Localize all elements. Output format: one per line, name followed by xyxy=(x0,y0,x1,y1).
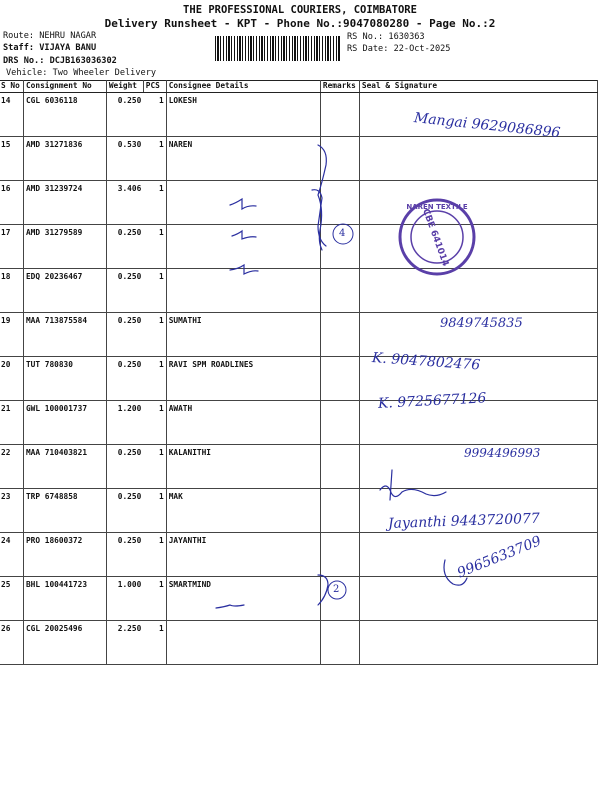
row-consignee: KALANITHI xyxy=(166,445,320,489)
row-consignment: AMD 31271836 xyxy=(23,137,106,181)
staff-label: Staff: VIJAYA BANU xyxy=(3,43,97,53)
vehicle-label: Vehicle: Two Wheeler Delivery xyxy=(6,68,157,78)
row-consignment: MAA 713875584 xyxy=(23,313,106,357)
signature-25: 9965633709 xyxy=(455,533,544,582)
row-sno: 19 xyxy=(0,313,23,357)
runsheet-title: Delivery Runsheet - KPT - Phone No.:9047080280 - Page No.:2 xyxy=(104,17,496,30)
rs-no-label: RS No.: 1630363 xyxy=(347,32,425,42)
row-weight: 0.250 xyxy=(106,357,143,401)
row-sno: 14 xyxy=(0,93,23,137)
row-weight: 0.250 xyxy=(106,269,143,313)
row-sno: 21 xyxy=(0,401,23,445)
col-weight: Weight xyxy=(106,81,143,93)
signature-20: K. 9047802476 xyxy=(371,350,481,374)
stamp-ring-text: NAREN TEXTILE xyxy=(406,203,468,211)
row-pcs: 1 xyxy=(143,357,166,401)
row-sno: 26 xyxy=(0,621,23,665)
row-consignee: SMARTMIND xyxy=(166,577,320,621)
row-pcs: 1 xyxy=(143,489,166,533)
company-stamp xyxy=(397,197,477,277)
signature-24: Jayanthi 9443720077 xyxy=(387,510,541,532)
row-consignee: MAK xyxy=(166,489,320,533)
row-consignment: AMD 31239724 xyxy=(23,181,106,225)
row-consignee: RAVI SPM ROADLINES xyxy=(166,357,320,401)
row-sno: 16 xyxy=(0,181,23,225)
row-pcs: 1 xyxy=(143,181,166,225)
row-consignee: NAREN xyxy=(166,137,320,181)
row-pcs: 1 xyxy=(143,401,166,445)
row-pcs: 1 xyxy=(143,93,166,137)
row-consignment: CGL 20025496 xyxy=(23,621,106,665)
col-pcs: PCS xyxy=(143,81,166,93)
col-consignment: Consignment No xyxy=(23,81,106,93)
row-consignee: SUMATHI xyxy=(166,313,320,357)
row-weight: 0.250 xyxy=(106,489,143,533)
row-pcs: 1 xyxy=(143,313,166,357)
row-consignment: TRP 6748858 xyxy=(23,489,106,533)
row-pcs: 1 xyxy=(143,225,166,269)
signature-21: K. 9725677126 xyxy=(377,390,487,412)
row-weight: 0.250 xyxy=(106,93,143,137)
count-17: 4 xyxy=(339,228,346,239)
drs-label: DRS No.: DCJB163036302 xyxy=(3,56,117,66)
stamp-center-text: CBE 641014 xyxy=(420,207,451,268)
col-remarks: Remarks xyxy=(320,81,359,93)
row-consignee: LOKESH xyxy=(166,93,320,137)
row-weight: 0.250 xyxy=(106,313,143,357)
row-pcs: 1 xyxy=(143,137,166,181)
col-consignee: Consignee Details xyxy=(166,81,320,93)
row-consignment: CGL 6036118 xyxy=(23,93,106,137)
row-weight: 0.250 xyxy=(106,445,143,489)
row-consignment: GWL 100001737 xyxy=(23,401,106,445)
row-weight: 1.000 xyxy=(106,577,143,621)
route-label: Route: NEHRU NAGAR xyxy=(3,31,97,41)
row-consignment: PRO 18600372 xyxy=(23,533,106,577)
row-weight: 2.250 xyxy=(106,621,143,665)
count-25: 2 xyxy=(333,584,340,595)
row-pcs: 1 xyxy=(143,621,166,665)
row-consignment: MAA 710403821 xyxy=(23,445,106,489)
row-pcs: 1 xyxy=(143,533,166,577)
row-sno: 23 xyxy=(0,489,23,533)
row-consignment: AMD 31279589 xyxy=(23,225,106,269)
row-weight: 3.406 xyxy=(106,181,143,225)
row-sno: 18 xyxy=(0,269,23,313)
col-sno: S No xyxy=(0,81,23,93)
rs-date-label: RS Date: 22-Oct-2025 xyxy=(347,44,451,54)
row-sno: 17 xyxy=(0,225,23,269)
row-sno: 24 xyxy=(0,533,23,577)
row-consignee: JAYANTHI xyxy=(166,533,320,577)
row-weight: 0.530 xyxy=(106,137,143,181)
signature-14: Mangai 9629086896 xyxy=(413,110,562,142)
row-consignment: TUT 780830 xyxy=(23,357,106,401)
row-pcs: 1 xyxy=(143,445,166,489)
col-seal: Seal & Signature xyxy=(359,81,597,93)
row-pcs: 1 xyxy=(143,577,166,621)
signature-22: 9994496993 xyxy=(464,446,541,460)
row-consignment: BHL 100441723 xyxy=(23,577,106,621)
row-pcs: 1 xyxy=(143,269,166,313)
row-sno: 25 xyxy=(0,577,23,621)
row-weight: 0.250 xyxy=(106,533,143,577)
row-weight: 0.250 xyxy=(106,225,143,269)
row-sno: 22 xyxy=(0,445,23,489)
row-consignee: AWATH xyxy=(166,401,320,445)
row-weight: 1.200 xyxy=(106,401,143,445)
company-title: THE PROFESSIONAL COURIERS, COIMBATORE xyxy=(183,4,417,16)
row-sno: 20 xyxy=(0,357,23,401)
row-sno: 15 xyxy=(0,137,23,181)
row-consignment: EDQ 20236467 xyxy=(23,269,106,313)
signature-19: 9849745835 xyxy=(440,316,523,331)
